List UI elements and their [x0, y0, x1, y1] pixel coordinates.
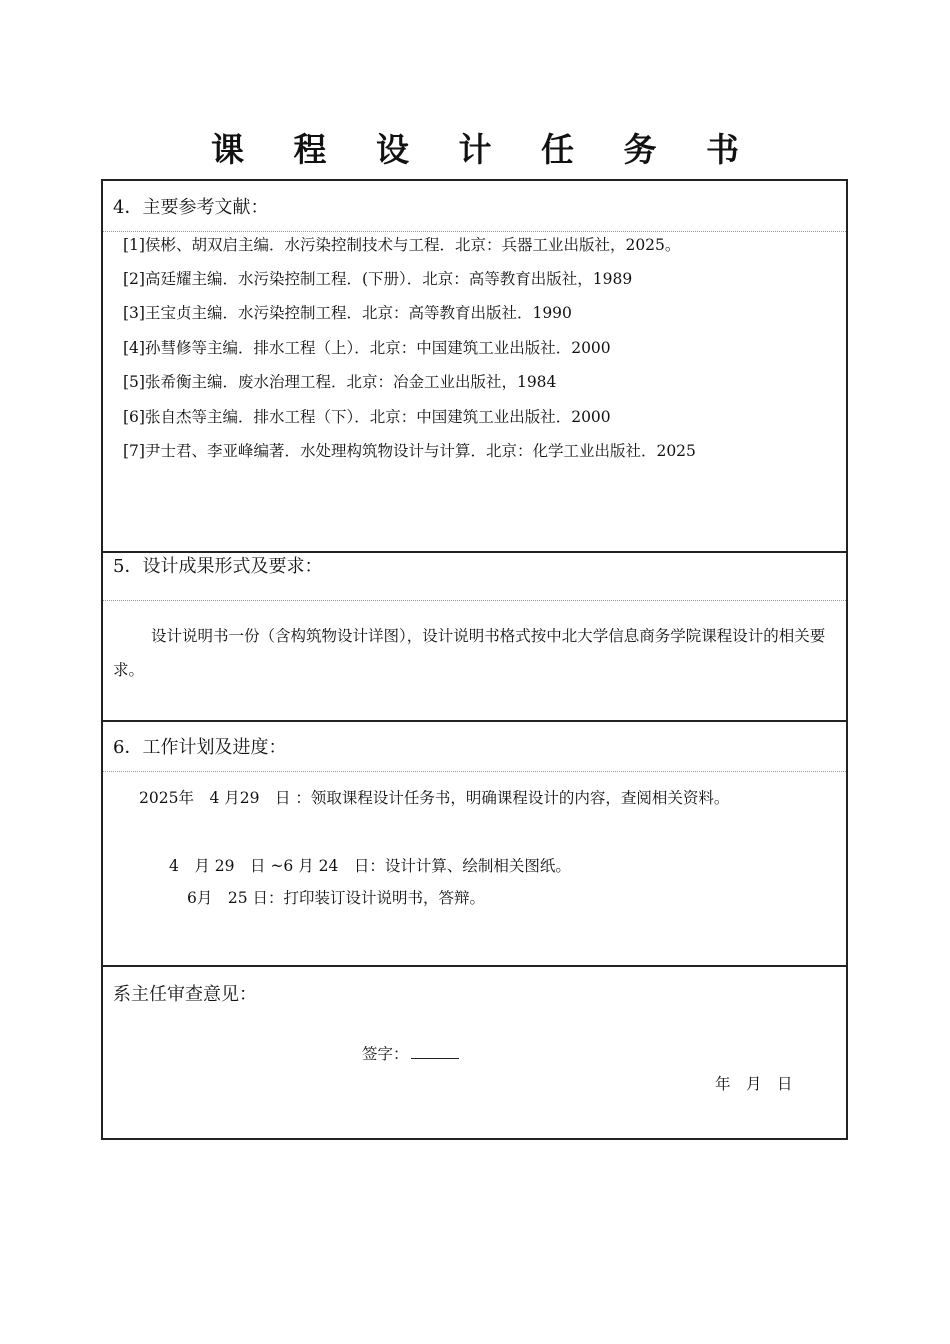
reference-item: [7]尹士君、李亚峰编著．水处理构筑物设计与计算．北京：化学工业出版社．2025 — [123, 442, 696, 460]
review-heading: 系主任审查意见： — [113, 984, 257, 1005]
section-divider — [103, 965, 846, 967]
schedule-line-2: 4 月 29 日 ~6 月 24 日：设计计算、绘制相关图纸。 — [169, 857, 571, 875]
divider — [103, 771, 846, 772]
signature-blank — [411, 1042, 459, 1059]
schedule-heading: 6．工作计划及进度： — [113, 737, 287, 758]
reference-item: [4]孙彗修等主编．排水工程（上）．北京：中国建筑工业出版社．2000 — [123, 339, 611, 357]
signature-label: 签字： — [362, 1045, 409, 1063]
page-title: 课 程 设 计 任 务 书 — [211, 130, 758, 169]
signature-field — [362, 1042, 459, 1065]
references-heading: 4．主要参考文献： — [113, 197, 269, 218]
reference-item: [5]张希衡主编．废水治理工程．北京：冶金工业出版社，1984 — [123, 373, 557, 391]
schedule-line-3: 6月 25 日：打印装订设计说明书，答辩。 — [187, 889, 486, 907]
section-divider — [103, 551, 846, 553]
divider — [103, 231, 846, 232]
reference-item: [1]侯彬、胡双启主编．水污染控制技术与工程．北京：兵器工业出版社，2025。 — [123, 236, 681, 254]
deliverables-text: 设计说明书一份（含构筑物设计详图），设计说明书格式按中北大学信息商务学院课程设计的相关要求。 — [113, 627, 826, 679]
divider — [103, 600, 846, 601]
date-label: 年 月 日 — [715, 1075, 793, 1093]
reference-item: [3]王宝贞主编．水污染控制工程．北京：高等教育出版社．1990 — [123, 304, 572, 322]
section-divider — [103, 720, 846, 722]
task-form — [101, 179, 848, 1140]
deliverables-heading: 5．设计成果形式及要求： — [113, 556, 323, 577]
schedule-line-1: 2025年 4 月29 日 ：领取课程设计任务书，明确课程设计的内容，查阅相关资料。 — [139, 789, 730, 807]
reference-item: [2]高廷耀主编．水污染控制工程．(下册）．北京：高等教育出版社，1989 — [123, 270, 633, 288]
reference-item: [6]张自杰等主编．排水工程（下）．北京：中国建筑工业出版社．2000 — [123, 408, 611, 426]
